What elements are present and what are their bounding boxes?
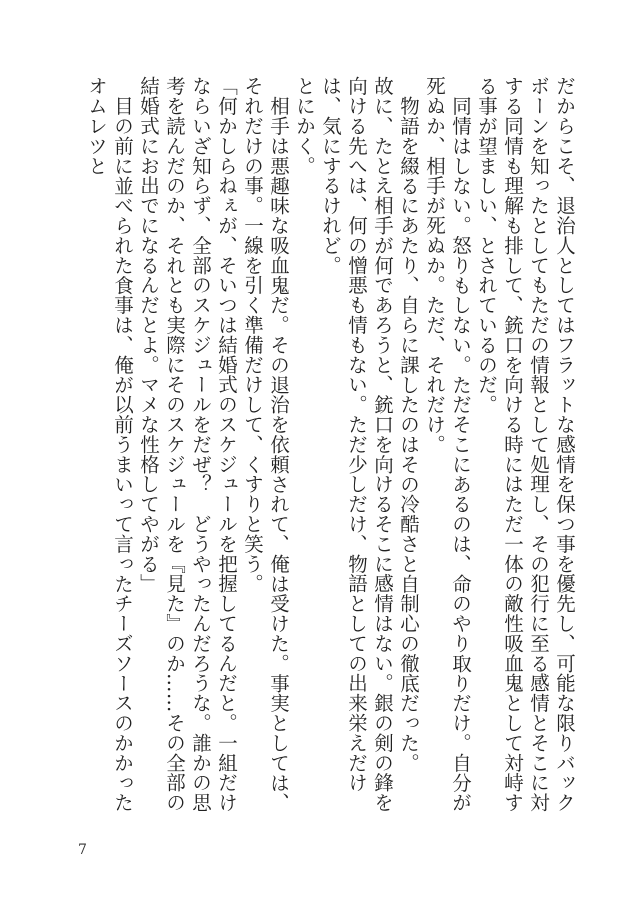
paragraph-7-dialogue: 「何かしらねぇが、そいつは結婚式のスケジュールを把握してるんだと。一組だけならいざ知らず、全部のスケジュールをだぜ？ どうやったんだろうな。誰かの思考を読んだのか、それとも実際にそのスケジュールを『見た』のか……その全部の結婚式にお出でになるんだとよ。マメな性格してやがる」 <box>137 76 238 813</box>
paragraph-8: 目の前に並べられた食事は、俺が以前うまいって言ったチーズソースのかかったオムレツと <box>85 76 134 812</box>
paragraph-3: 物語を綴るにあたり、自らに課したのはその冷酷さと自制心の徹底だった。 <box>397 95 420 773</box>
paragraph-5: とにかく。 <box>293 76 316 176</box>
paragraph-1: だからこそ、退治人としてはフラットな感情を保つ事を優先し、可能な限りバックボーンを知ったとしてもただの情報として処理し、その犯行に至る感情とそこに対する同情も理解も排して、銃口を向ける時にはただ一体の敵性吸血鬼として対峙する事が望ましい、とされているのだ。 <box>475 76 576 813</box>
paragraph-6: 相手は悪趣味な吸血鬼だ。その退治を依頼されて、俺は受けた。事実としては、それだけの事。一線を引く準備だけして、くすりと笑う。 <box>241 76 290 812</box>
vertical-text-body <box>57 76 577 826</box>
paragraph-4: 故に、たとえ相手が何であろうと、銃口を向けるそこに感情はない。銀の剣の鋒を向ける先へは、何の憎悪も情もない。ただ少しだけ、物語としての出来栄えだけは、気にするけれど。 <box>319 76 394 813</box>
paragraph-2: 同情はしない。怒りもしない。ただそこにあるのは、命のやり取りだけ。自分が死ぬか、相手が死ぬか。ただ、それだけ。 <box>423 76 472 812</box>
page-number: 7 <box>78 842 87 858</box>
